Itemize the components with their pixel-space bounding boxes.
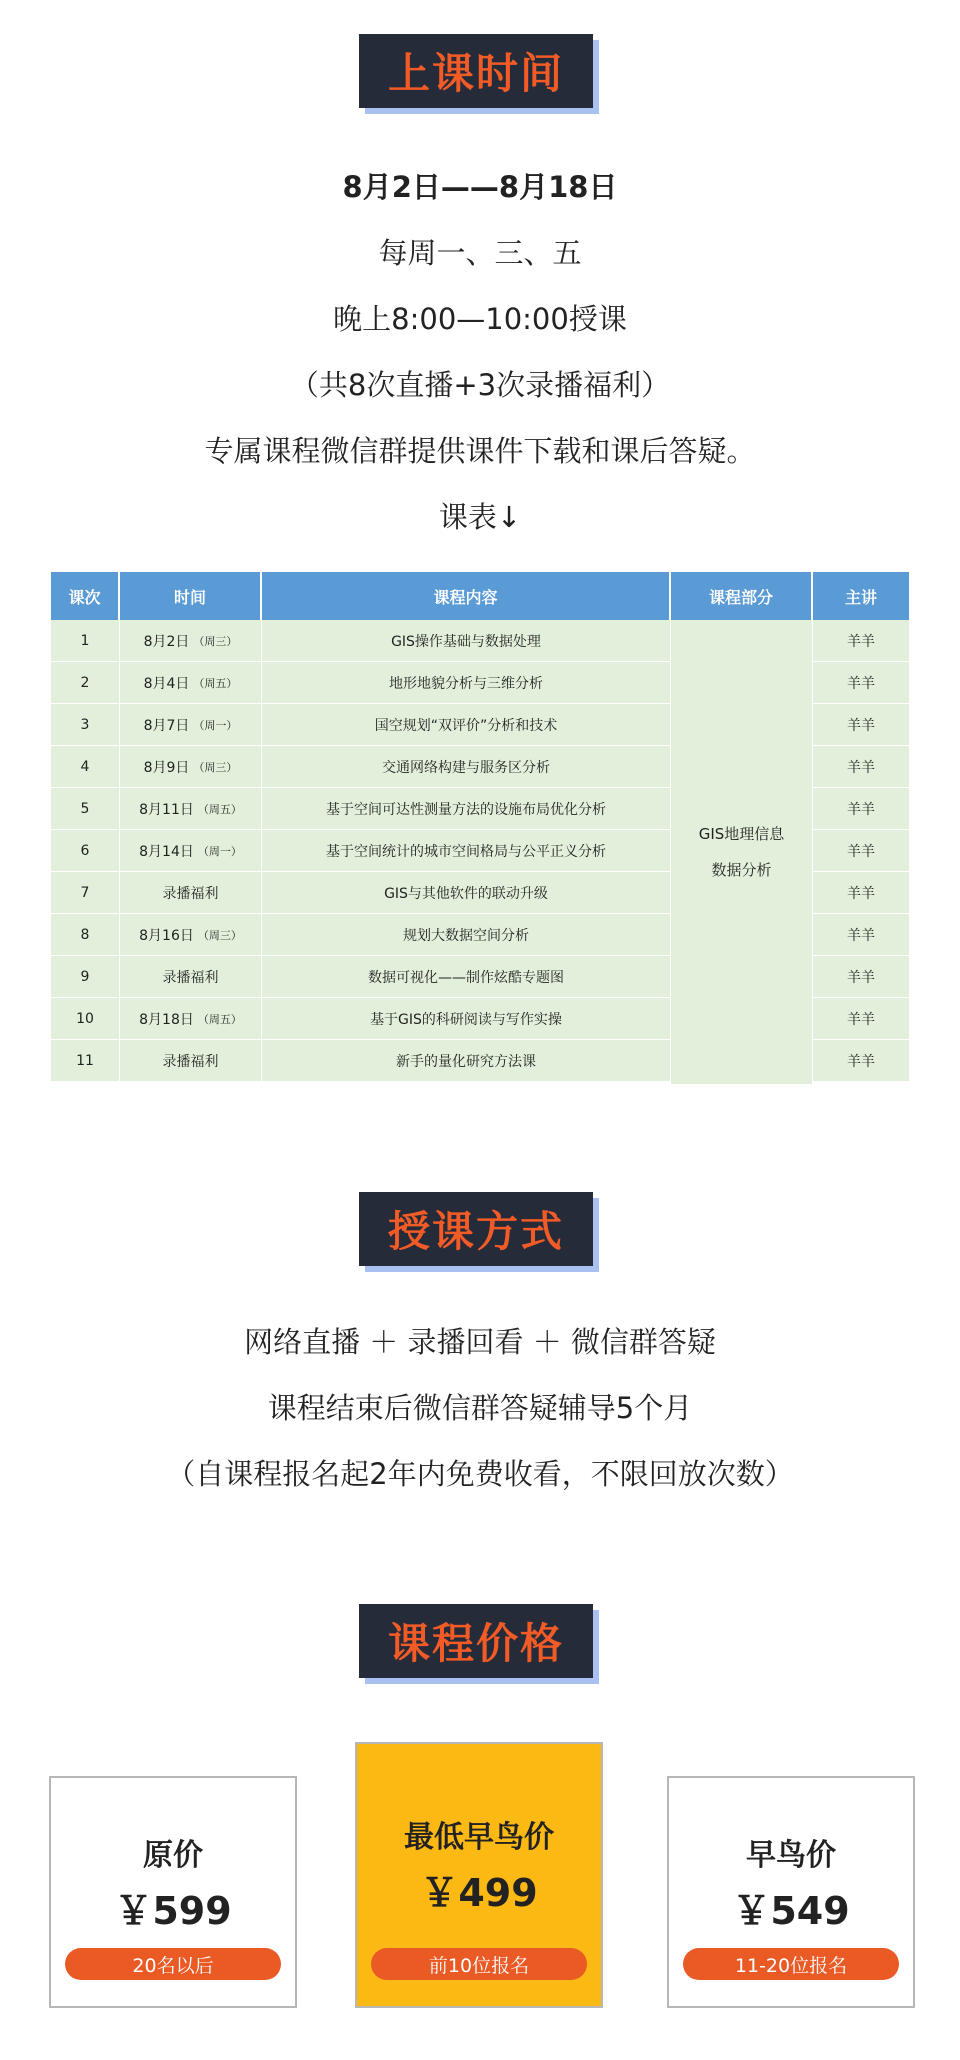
cell-date bbox=[120, 914, 262, 956]
header-lesson: 课次 bbox=[51, 572, 120, 620]
schedule-dates: 8月2日——8月18日 bbox=[342, 170, 618, 204]
cell-teacher bbox=[813, 872, 909, 914]
cell-teacher-text: 羊羊 bbox=[847, 885, 875, 902]
cell-date-text: 8月9日 bbox=[143, 759, 190, 776]
cell-lesson-no-text: 1 bbox=[80, 632, 90, 649]
cell-weekday: （周三） bbox=[193, 634, 238, 648]
cell-lesson-no-text: 7 bbox=[80, 884, 90, 901]
cell-teacher-text: 羊羊 bbox=[847, 927, 875, 944]
cell-weekday: （周一） bbox=[197, 844, 242, 858]
method-line2: 课程结束后微信群答疑辅导5个月 bbox=[267, 1391, 693, 1425]
cell-date-text: 8月2日 bbox=[143, 633, 190, 650]
cell-content-text: 国空规划“双评价”分析和技术 bbox=[374, 717, 558, 734]
cell-date-text: 录播福利 bbox=[162, 1053, 219, 1070]
cell-teacher-text: 羊羊 bbox=[847, 633, 875, 650]
cell-date bbox=[120, 788, 262, 830]
cell-teacher-text: 羊羊 bbox=[847, 1053, 875, 1070]
schedule-group: 专属课程微信群提供课件下载和课后答疑。 bbox=[204, 434, 756, 468]
price-card-original bbox=[49, 1776, 297, 2008]
cell-content bbox=[262, 620, 671, 662]
cell-teacher-text: 羊羊 bbox=[847, 1011, 875, 1028]
method-line3: （自课程报名起2年内免费收看，不限回放次数） bbox=[166, 1457, 794, 1491]
course-part-line2: 数据分析 bbox=[711, 861, 772, 879]
cell-content bbox=[262, 788, 671, 830]
cell-date bbox=[120, 662, 262, 704]
cell-content bbox=[262, 830, 671, 872]
cell-weekday: （周三） bbox=[193, 760, 238, 774]
schedule-count: （共8次直播+3次录播福利） bbox=[289, 368, 671, 402]
schedule-table bbox=[51, 572, 909, 1084]
card-price: ￥549 bbox=[732, 1889, 850, 1933]
cell-date bbox=[120, 872, 262, 914]
cell-date bbox=[120, 830, 262, 872]
header-part: 课程部分 bbox=[671, 572, 813, 620]
header-teacher: 主讲 bbox=[844, 587, 877, 607]
card-note-pill: 前10位报名 bbox=[371, 1948, 587, 1980]
card-note-pill: 20名以后 bbox=[65, 1948, 281, 1980]
method-heading-badge bbox=[359, 1192, 599, 1272]
cell-content-text: 数据可视化——制作炫酷专题图 bbox=[368, 969, 564, 986]
cell-lesson-no bbox=[51, 704, 120, 746]
cell-date-text: 录播福利 bbox=[162, 969, 219, 986]
cell-teacher-text: 羊羊 bbox=[847, 717, 875, 734]
cell-lesson-no-text: 10 bbox=[76, 1010, 94, 1027]
cell-lesson-no bbox=[51, 872, 120, 914]
cell-content-text: GIS与其他软件的联动升级 bbox=[384, 885, 548, 902]
card-title: 原价 bbox=[143, 1838, 203, 1873]
course-part-line1: GIS地理信息 bbox=[698, 825, 785, 843]
price-heading-badge bbox=[359, 1604, 599, 1684]
cell-date bbox=[120, 746, 262, 788]
course-part-cell bbox=[671, 620, 813, 1084]
cell-date-text: 8月7日 bbox=[143, 717, 190, 734]
cell-teacher bbox=[813, 998, 909, 1040]
cell-content-text: GIS操作基础与数据处理 bbox=[391, 633, 541, 650]
cell-date bbox=[120, 998, 262, 1040]
schedule-heading-badge bbox=[359, 34, 599, 114]
cell-lesson-no-text: 5 bbox=[80, 800, 90, 817]
cell-content-text: 新手的量化研究方法课 bbox=[396, 1053, 536, 1070]
cell-teacher bbox=[813, 830, 909, 872]
schedule-days: 每周一、三、五 bbox=[378, 236, 582, 270]
cell-weekday: （周三） bbox=[197, 928, 242, 942]
cell-lesson-no bbox=[51, 830, 120, 872]
cell-content bbox=[262, 662, 671, 704]
cell-content bbox=[262, 872, 671, 914]
cell-date-text: 8月16日 bbox=[139, 927, 194, 944]
price-card-lowest-early bbox=[355, 1742, 603, 2008]
cell-date bbox=[120, 1040, 262, 1082]
cell-date bbox=[120, 956, 262, 998]
cell-lesson-no bbox=[51, 1040, 120, 1082]
card-note-pill: 11-20位报名 bbox=[683, 1948, 899, 1980]
cell-lesson-no bbox=[51, 914, 120, 956]
cell-content bbox=[262, 914, 671, 956]
cell-lesson-no-text: 6 bbox=[80, 842, 90, 859]
cell-lesson-no bbox=[51, 662, 120, 704]
cell-weekday: （周五） bbox=[193, 676, 238, 690]
cell-lesson-no bbox=[51, 620, 120, 662]
cell-content-text: 基于GIS的科研阅读与写作实操 bbox=[370, 1011, 562, 1028]
cell-teacher bbox=[813, 704, 909, 746]
cell-teacher-text: 羊羊 bbox=[847, 843, 875, 860]
cell-teacher bbox=[813, 788, 909, 830]
cell-content bbox=[262, 704, 671, 746]
cell-lesson-no-text: 2 bbox=[80, 674, 90, 691]
table-header-row bbox=[51, 572, 909, 620]
cell-content bbox=[262, 956, 671, 998]
table-label: 课表↓ bbox=[438, 500, 522, 534]
cell-lesson-no-text: 3 bbox=[80, 716, 90, 733]
card-title: 最低早鸟价 bbox=[404, 1820, 554, 1855]
card-price: ￥599 bbox=[114, 1889, 232, 1933]
cell-content-text: 规划大数据空间分析 bbox=[403, 927, 529, 944]
cell-teacher bbox=[813, 956, 909, 998]
cell-teacher bbox=[813, 746, 909, 788]
cell-teacher bbox=[813, 662, 909, 704]
cell-teacher bbox=[813, 914, 909, 956]
cell-content bbox=[262, 1040, 671, 1082]
schedule-heading: 上课时间 bbox=[359, 34, 593, 108]
cell-lesson-no-text: 11 bbox=[76, 1052, 94, 1069]
cell-content-text: 地形地貌分析与三维分析 bbox=[389, 675, 543, 692]
cell-content-text: 交通网络构建与服务区分析 bbox=[382, 759, 550, 776]
cell-teacher bbox=[813, 1040, 909, 1082]
cell-content-text: 基于空间可达性测量方法的设施布局优化分析 bbox=[326, 801, 606, 818]
cell-teacher-text: 羊羊 bbox=[847, 801, 875, 818]
cell-lesson-no bbox=[51, 998, 120, 1040]
cell-content bbox=[262, 998, 671, 1040]
card-title: 早鸟价 bbox=[746, 1838, 836, 1873]
cell-weekday: （周五） bbox=[197, 1012, 242, 1026]
cell-weekday: （周五） bbox=[197, 802, 242, 816]
method-heading: 授课方式 bbox=[359, 1192, 593, 1266]
cell-date-text: 8月4日 bbox=[143, 675, 190, 692]
cell-date-text: 8月18日 bbox=[139, 1011, 194, 1028]
schedule-time: 晚上8:00—10:00授课 bbox=[333, 302, 627, 336]
method-line1: 网络直播 ＋ 录播回看 ＋ 微信群答疑 bbox=[244, 1325, 716, 1359]
header-content: 课程内容 bbox=[262, 572, 671, 620]
cell-teacher-text: 羊羊 bbox=[847, 969, 875, 986]
cell-lesson-no bbox=[51, 746, 120, 788]
cell-content-text: 基于空间统计的城市空间格局与公平正义分析 bbox=[326, 843, 606, 860]
cell-teacher-text: 羊羊 bbox=[847, 759, 875, 776]
cell-lesson-no-text: 9 bbox=[80, 968, 90, 985]
header-time: 时间 bbox=[120, 572, 262, 620]
cell-lesson-no bbox=[51, 788, 120, 830]
cell-lesson-no-text: 8 bbox=[80, 926, 90, 943]
cell-lesson-no-text: 4 bbox=[80, 758, 90, 775]
cell-teacher bbox=[813, 620, 909, 662]
cell-teacher-text: 羊羊 bbox=[847, 675, 875, 692]
cell-date-text: 8月14日 bbox=[139, 843, 194, 860]
cell-date-text: 8月11日 bbox=[139, 801, 194, 818]
price-card-early bbox=[667, 1776, 915, 2008]
cell-date-text: 录播福利 bbox=[162, 885, 219, 902]
cell-weekday: （周一） bbox=[193, 718, 238, 732]
price-heading: 课程价格 bbox=[359, 1604, 593, 1678]
cell-content bbox=[262, 746, 671, 788]
cell-lesson-no bbox=[51, 956, 120, 998]
cell-date bbox=[120, 704, 262, 746]
card-price: ￥499 bbox=[420, 1871, 538, 1915]
cell-date bbox=[120, 620, 262, 662]
